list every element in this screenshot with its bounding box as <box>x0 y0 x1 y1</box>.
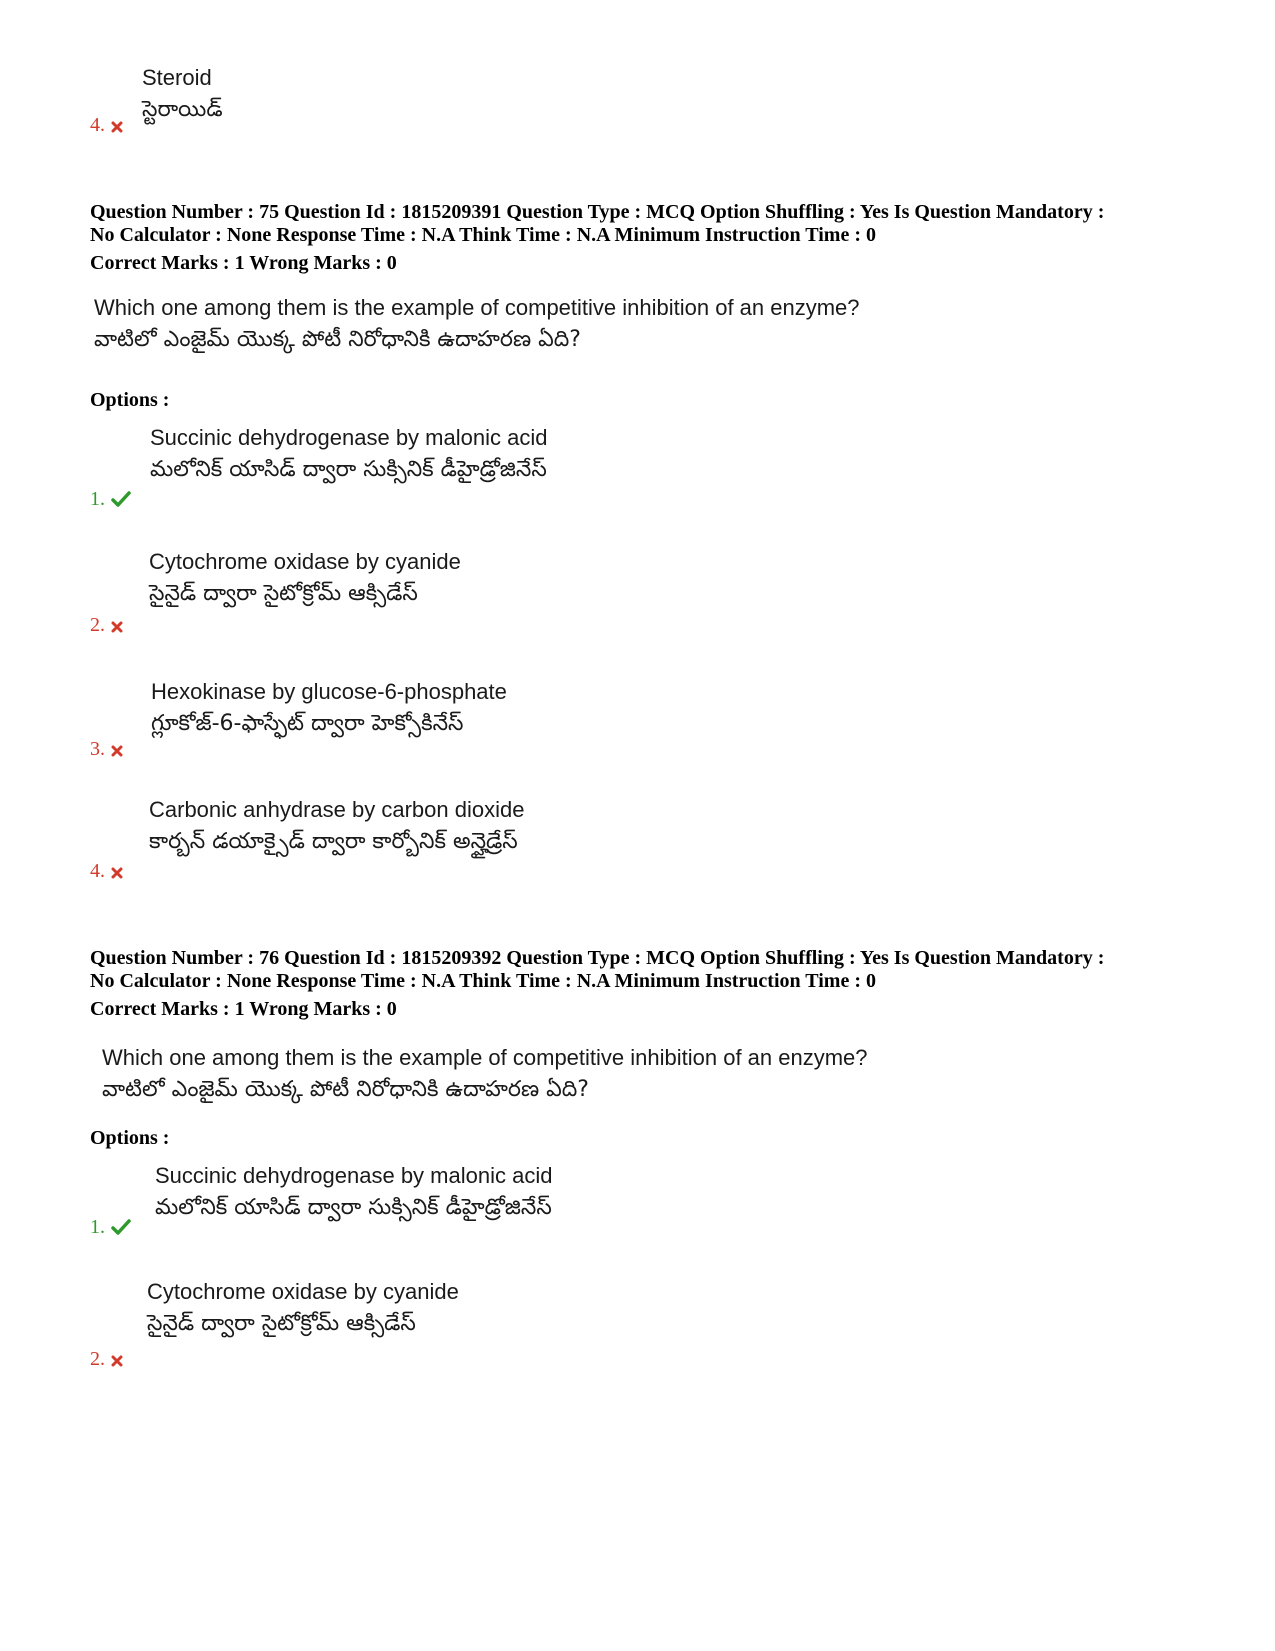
question-meta-line1: Question Number : 76 Question Id : 1815209392 Question Type : MCQ Option Shuffling : Yes Is Question Mandatory : <box>90 947 1105 969</box>
cross-icon <box>111 740 123 762</box>
options-label: Options : <box>90 389 170 411</box>
option-number: 4. <box>90 114 123 138</box>
option-text-en: Succinic dehydrogenase by malonic acid <box>150 425 548 450</box>
option-text-en: Succinic dehydrogenase by malonic acid <box>155 1163 553 1188</box>
option-text-te: మలోనిక్ యాసిడ్ ద్వారా సుక్సినిక్ డీహైడ్రోజినేస్ <box>150 457 547 482</box>
question-text-en: Which one among them is the example of competitive inhibition of an enzyme? <box>102 1045 868 1070</box>
option-text-te: స్టెరాయిడ్ <box>142 97 223 122</box>
option-text-te: గ్లూకోజ్-6-ఫాస్ఫేట్ ద్వారా హెక్సోకినేస్ <box>151 711 464 736</box>
question-text-te: వాటిలో ఎంజైమ్ యొక్క పోటీ నిరోధానికి ఉదాహరణ ఏది? <box>102 1077 589 1102</box>
option-number: 2. <box>90 614 123 638</box>
option-number: 1. <box>90 488 131 512</box>
question-meta-line2: No Calculator : None Response Time : N.A Think Time : N.A Minimum Instruction Time : 0 <box>90 224 876 246</box>
option-text-en: Cytochrome oxidase by cyanide <box>147 1279 459 1304</box>
option-text-en: Carbonic anhydrase by carbon dioxide <box>149 797 525 822</box>
check-icon <box>111 1218 131 1240</box>
option-text-en: Steroid <box>142 65 212 90</box>
question-marks: Correct Marks : 1 Wrong Marks : 0 <box>90 252 397 274</box>
question-marks: Correct Marks : 1 Wrong Marks : 0 <box>90 998 397 1020</box>
option-text-en: Hexokinase by glucose-6-phosphate <box>151 679 507 704</box>
question-text-en: Which one among them is the example of competitive inhibition of an enzyme? <box>94 295 860 320</box>
cross-icon <box>111 116 123 138</box>
option-text-te: సైనైడ్ ద్వారా సైటోక్రోమ్ ఆక్సిడేస్ <box>147 1311 416 1336</box>
option-text-te: మలోనిక్ యాసిడ్ ద్వారా సుక్సినిక్ డీహైడ్రోజినేస్ <box>155 1195 552 1220</box>
options-label: Options : <box>90 1127 170 1149</box>
option-number: 4. <box>90 860 123 884</box>
option-text-en: Cytochrome oxidase by cyanide <box>149 549 461 574</box>
question-text-te: వాటిలో ఎంజైమ్ యొక్క పోటీ నిరోధానికి ఉదాహరణ ఏది? <box>94 327 581 352</box>
cross-icon <box>111 862 123 884</box>
cross-icon <box>111 616 123 638</box>
question-meta-line2: No Calculator : None Response Time : N.A Think Time : N.A Minimum Instruction Time : 0 <box>90 970 876 992</box>
question-meta-line1: Question Number : 75 Question Id : 1815209391 Question Type : MCQ Option Shuffling : Yes Is Question Mandatory : <box>90 201 1105 223</box>
option-text-te: సైనైడ్ ద్వారా సైటోక్రోమ్ ఆక్సిడేస్ <box>149 581 418 606</box>
cross-icon <box>111 1350 123 1372</box>
check-icon <box>111 490 131 512</box>
option-number: 2. <box>90 1348 123 1372</box>
option-text-te: కార్బన్ డయాక్సైడ్ ద్వారా కార్బోనిక్ అన్హైడ్రేస్ <box>149 829 518 854</box>
option-number: 3. <box>90 738 123 762</box>
option-number: 1. <box>90 1216 131 1240</box>
